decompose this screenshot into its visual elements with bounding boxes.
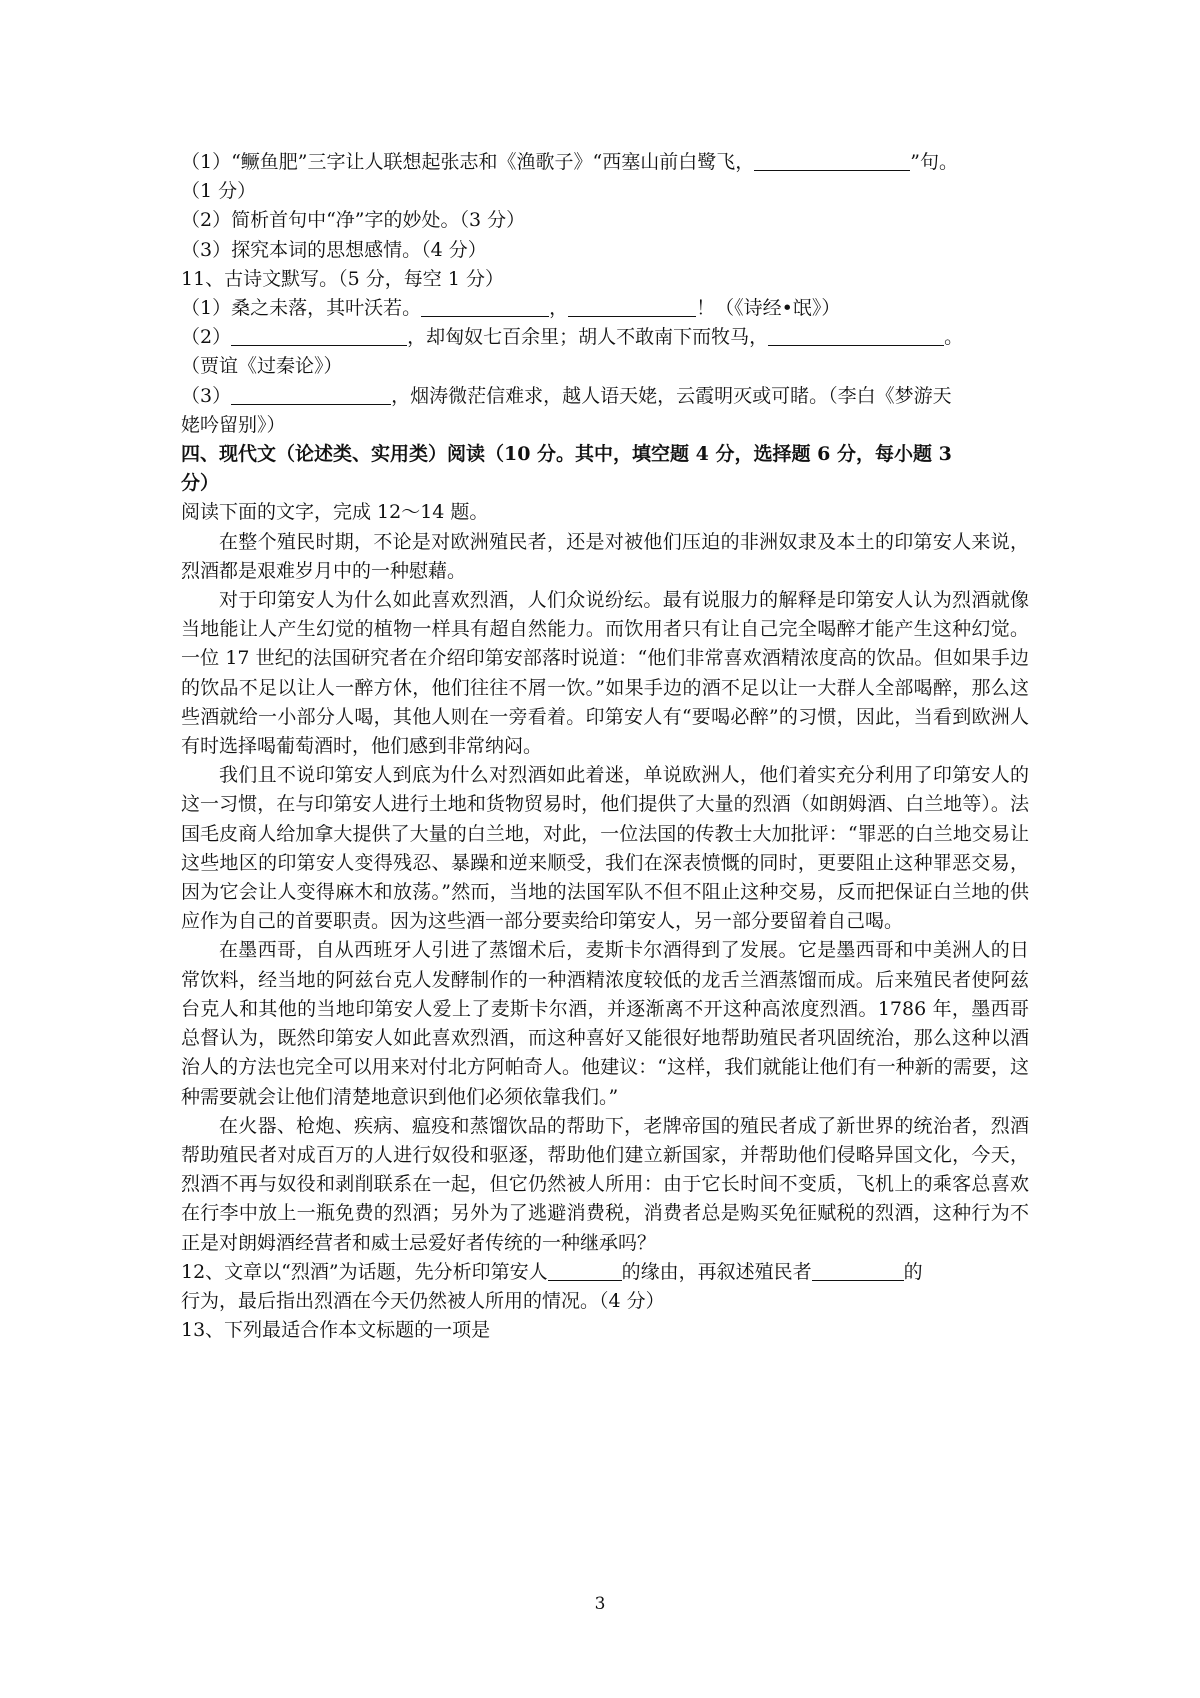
q12-text-mid: 的缘由，再叙述殖民者 [621, 1260, 812, 1283]
q11-sub2-source: （贾谊《过秦论》） [181, 355, 343, 378]
q10-sub3: （3）探究本词的思想感情。（4 分） [181, 238, 487, 261]
q11-sub3-text: ，烟涛微茫信难求，越人语天姥，云霞明灭或可睹。（李白《梦游天 [391, 384, 952, 407]
q10-sub2: （2）简析首句中“净”字的妙处。（3 分） [181, 209, 526, 232]
reading-instruction: 阅读下面的文字，完成 12～14 题。 [181, 501, 489, 524]
q10-sub1-text: （1）“鳜鱼肥”三字让人联想起张志和《渔歌子》“西塞山前白鹭飞， [181, 151, 755, 173]
answer-blank[interactable] [568, 297, 696, 317]
q11-sub1-text: （1）桑之未落，其叶沃若。 [181, 297, 422, 320]
passage-paragraph-1: 在整个殖民时期，不论是对欧洲殖民者，还是对被他们压迫的非洲奴隶及本土的印第安人来说，烈酒都是艰难岁月中的一种慰藉。 [181, 530, 1029, 582]
q12-text-end: 的 [903, 1260, 923, 1283]
answer-blank[interactable] [768, 326, 944, 346]
q11-title: 11、古诗文默写。（5 分，每空 1 分） [181, 267, 504, 290]
q12-line [181, 1258, 1029, 1287]
section4-heading: 四、现代文（论述类、实用类）阅读（10 分。其中，填空题 4 分，选择题 6 分，每小题 3 [181, 443, 952, 466]
q12-text: 12、文章以“烈酒”为话题，先分析印第安人 [181, 1260, 548, 1283]
q11-sub2-number: （2） [181, 326, 232, 349]
passage-paragraph-4: 在墨西哥，自从西班牙人引进了蒸馏术后，麦斯卡尔酒得到了发展。它是墨西哥和中美洲人的日常饮料，经当地的阿兹台克人发酵制作的一种酒精浓度较低的龙舌兰酒蒸馏而成。后来殖民者使阿兹台克人和其他的当地印第安人爱上了麦斯卡尔酒，并逐渐离不开这种高浓度烈酒。1786 年，墨西哥总督认为，既然印第安人如此喜欢烈酒，而这种喜好又能很好地帮助殖民者巩固统治，那么这种以酒治人的方法也完全可以用来对付北方阿帕奇人。他建议：“这样，我们就能让他们有一种新的需要，这种需要就会让他们清楚地意识到他们必须依靠我们。” [181, 939, 1029, 1108]
q12-line-cont: 行为，最后指出烈酒在今天仍然被人所用的情况。（4 分） [181, 1289, 665, 1312]
q11-sub3-source: 姥吟留别》） [181, 413, 286, 436]
q10-sub1-suffix: ”句。 [910, 151, 958, 173]
page-content [181, 148, 1029, 1345]
q11-sub2-text: ，却匈奴七百余里；胡人不敢南下而牧马， [407, 326, 769, 349]
q10-sub1-score: （1 分） [181, 180, 257, 203]
q13-question: 13、下列最适合作本文标题的一项是 [181, 1319, 491, 1342]
answer-blank[interactable] [812, 1261, 904, 1281]
q10-sub1-line [181, 148, 1029, 177]
answer-blank[interactable] [754, 151, 910, 171]
q11-sub2-end: 。 [944, 326, 964, 349]
answer-blank[interactable] [231, 326, 407, 346]
page-number: 3 [594, 1594, 606, 1614]
section4-heading-cont: 分） [181, 472, 220, 495]
q11-sub3-line [181, 382, 1029, 411]
passage-paragraph-2: 对于印第安人为什么如此喜欢烈酒，人们众说纷纭。最有说服力的解释是印第安人认为烈酒就像当地能让人产生幻觉的植物一样具有超自然能力。而饮用者只有让自己完全喝醉才能产生这种幻觉。一位 17 世纪的法国研究者在介绍印第安部落时说道：“他们非常喜欢酒精浓度高的饮品。但如果手边的饮品不足以让人一醉方休，他们往往不屑一饮。”如果手边的酒不足以让一大群人全部喝醉，那么这些酒就给一小部分人喝，其他人则在一旁看着。印第安人有“要喝必醉”的习惯，因此，当看到欧洲人有时选择喝葡萄酒时，他们感到非常纳闷。 [181, 589, 1029, 758]
passage-paragraph-5: 在火器、枪炮、疾病、瘟疫和蒸馏饮品的帮助下，老牌帝国的殖民者成了新世界的统治者，烈酒帮助殖民者对成百万的人进行奴役和驱逐，帮助他们建立新国家，并帮助他们侵略异国文化，今天，烈酒不再与奴役和剥削联系在一起，但它仍然被人所用：由于它长时间不变质，飞机上的乘客总喜欢在行李中放上一瓶免费的烈酒；另外为了逃避消费税，消费者总是购买免征赋税的烈酒，这种行为不正是对朗姆酒经营者和威士忌爱好者传统的一种继承吗？ [181, 1114, 1029, 1254]
answer-blank[interactable] [231, 385, 391, 405]
q11-sub1-source: ！（《诗经•氓》） [696, 297, 841, 320]
answer-blank[interactable] [421, 297, 549, 317]
q11-sub2-line [181, 323, 1029, 352]
q11-sub1-line [181, 294, 1029, 323]
passage-paragraph-3: 我们且不说印第安人到底为什么对烈酒如此着迷，单说欧洲人，他们着实充分利用了印第安人的这一习惯，在与印第安人进行土地和货物贸易时，他们提供了大量的烈酒（如朗姆酒、白兰地等）。法国毛皮商人给加拿大提供了大量的白兰地，对此，一位法国的传教士大加批评：“罪恶的白兰地交易让这些地区的印第安人变得残忍、暴躁和逆来顺受，我们在深表愤慨的同时，更要阻止这种罪恶交易，因为它会让人变得麻木和放荡。”然而，当地的法国军队不但不阻止这种交易，反而把保证白兰地的供应作为自己的首要职责。因为这些酒一部分要卖给印第安人，另一部分要留着自己喝。 [181, 764, 1029, 933]
answer-blank[interactable] [548, 1261, 622, 1281]
q11-sub1-sep: ， [549, 297, 569, 320]
q11-sub3-number: （3） [181, 384, 232, 407]
